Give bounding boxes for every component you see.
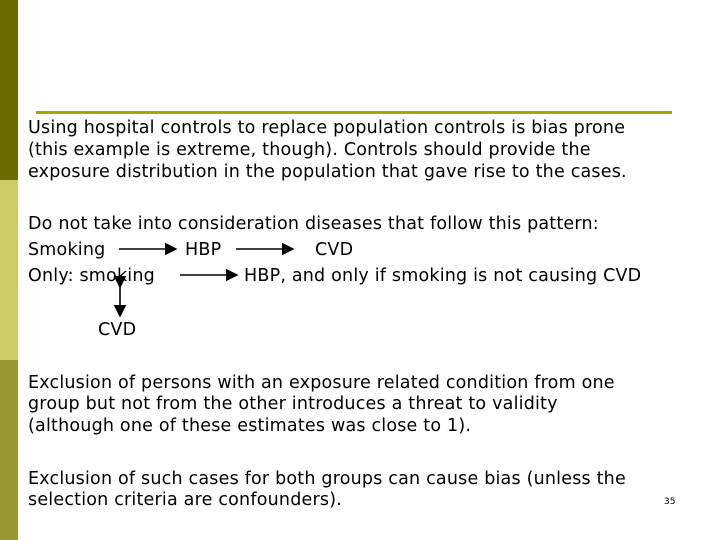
para3-line3: (although one of these estimates was close to 1).	[28, 416, 472, 436]
chain1-hbp: HBP	[185, 240, 222, 260]
para4-line1: Exclusion of such cases for both groups can cause bias (unless the	[28, 469, 626, 489]
chain1-smoking: Smoking	[28, 240, 106, 260]
page-number: 35	[664, 497, 676, 507]
para4-line2: selection criteria are confounders).	[28, 490, 342, 510]
para1-line1: Using hospital controls to replace population controls is bias prone	[28, 118, 626, 138]
para3-line2: group but not from the other introduces a threat to validity	[28, 394, 558, 414]
chain2-hbp: HBP, and only if smoking is not causing CVD	[244, 266, 642, 286]
chain1-cvd: CVD	[315, 240, 354, 260]
para3-line1: Exclusion of persons with an exposure related condition from one	[28, 373, 615, 393]
chain2-cvd: CVD	[98, 320, 137, 340]
chain2-smoking: Only: smoking	[28, 266, 155, 286]
para1-line3: exposure distribution in the population that gave rise to the cases.	[28, 162, 627, 182]
para1-line2: (this example is extreme, though). Controls should provide the	[28, 140, 591, 160]
para2-intro: Do not take into consideration diseases that follow this pattern:	[28, 214, 599, 234]
